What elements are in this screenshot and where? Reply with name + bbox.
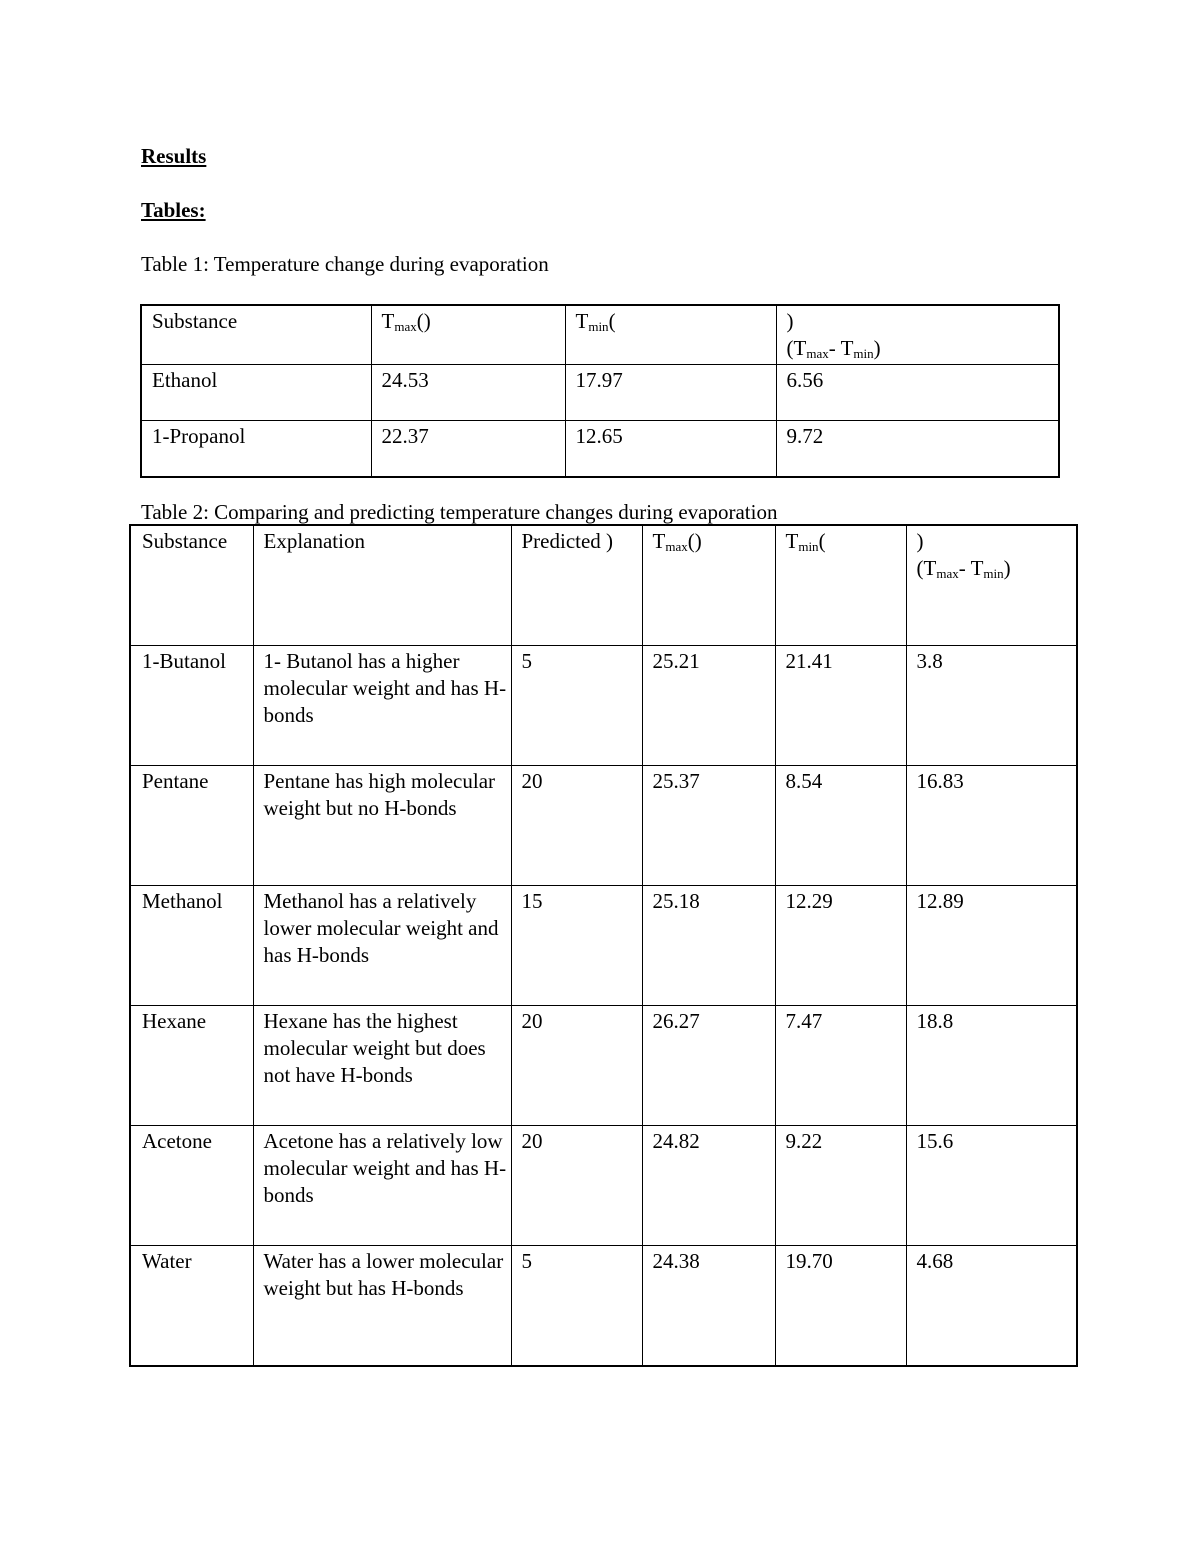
table2-cell-substance: Methanol bbox=[130, 886, 253, 1006]
table2-cell-substance: Hexane bbox=[130, 1006, 253, 1126]
table2-cell-tmax: 24.38 bbox=[642, 1246, 775, 1367]
table2-cell-tmin: 8.54 bbox=[775, 766, 906, 886]
table1-cell-tmax: 24.53 bbox=[371, 365, 565, 421]
table-row bbox=[141, 365, 1059, 421]
table2-cell-explanation: Pentane has high molecular weight but no H-bonds bbox=[253, 766, 511, 886]
table2-cell-tmax: 25.37 bbox=[642, 766, 775, 886]
table-row bbox=[130, 1126, 1077, 1246]
table2-header-row bbox=[130, 525, 1077, 646]
table2-cell-tmax: 25.18 bbox=[642, 886, 775, 1006]
table2-cell-tmin: 12.29 bbox=[775, 886, 906, 1006]
table2-cell-tmax: 25.21 bbox=[642, 646, 775, 766]
table2-cell-substance: 1-Butanol bbox=[130, 646, 253, 766]
table2-cell-tmin: 21.41 bbox=[775, 646, 906, 766]
table2-cell-predicted: 20 bbox=[511, 1006, 642, 1126]
table2-caption: Table 2: Comparing and predicting temperature changes during evaporation bbox=[141, 500, 778, 524]
table2-cell-substance: Acetone bbox=[130, 1126, 253, 1246]
table2 bbox=[129, 524, 1078, 1367]
table2-cell-explanation: Hexane has the highest molecular weight but does not have H-bonds bbox=[253, 1006, 511, 1126]
table2-cell-delta: 4.68 bbox=[906, 1246, 1077, 1367]
table1-header-tmin: $T_{min}$( bbox=[565, 305, 776, 365]
table-row bbox=[130, 1006, 1077, 1126]
table2-cell-explanation: Acetone has a relatively low molecular weight and has H-bonds bbox=[253, 1126, 511, 1246]
table2-cell-tmin: 9.22 bbox=[775, 1126, 906, 1246]
table2-cell-explanation: Methanol has a relatively lower molecular weight and has H-bonds bbox=[253, 886, 511, 1006]
table2-cell-predicted: 20 bbox=[511, 1126, 642, 1246]
table2-cell-substance: Water bbox=[130, 1246, 253, 1367]
table1-cell-substance: Ethanol bbox=[141, 365, 371, 421]
table2-cell-tmin: 7.47 bbox=[775, 1006, 906, 1126]
table2-header-delta: ) ($T_{max}-$ $T_{min}$) bbox=[906, 525, 1077, 646]
table1-cell-tmin: 17.97 bbox=[565, 365, 776, 421]
subsection-title: Tables: bbox=[141, 198, 206, 222]
table2-cell-delta: 18.8 bbox=[906, 1006, 1077, 1126]
table1 bbox=[140, 304, 1060, 478]
table2-header-tmax: $T_{max}()$ bbox=[642, 525, 775, 646]
table2-cell-delta: 12.89 bbox=[906, 886, 1077, 1006]
section-title: Results bbox=[141, 144, 207, 168]
table2-cell-predicted: 15 bbox=[511, 886, 642, 1006]
table2-header-predicted: Predicted ) bbox=[511, 525, 642, 646]
table1-header-substance: Substance bbox=[141, 305, 371, 365]
table2-cell-explanation: Water has a lower molecular weight but has H-bonds bbox=[253, 1246, 511, 1367]
table2-cell-explanation: 1- Butanol has a higher molecular weight and has H-bonds bbox=[253, 646, 511, 766]
table1-header-delta: ) ($T_{max}-$ $T_{min}$) bbox=[776, 305, 1059, 365]
table2-cell-substance: Pentane bbox=[130, 766, 253, 886]
table2-header-substance: Substance bbox=[130, 525, 253, 646]
table-row bbox=[130, 766, 1077, 886]
table2-cell-delta: 16.83 bbox=[906, 766, 1077, 886]
table2-cell-tmax: 26.27 bbox=[642, 1006, 775, 1126]
table1-cell-delta: 6.56 bbox=[776, 365, 1059, 421]
table1-cell-substance: 1-Propanol bbox=[141, 421, 371, 478]
table2-cell-tmax: 24.82 bbox=[642, 1126, 775, 1246]
table2-cell-tmin: 19.70 bbox=[775, 1246, 906, 1367]
table1-header-row bbox=[141, 305, 1059, 365]
table2-cell-delta: 3.8 bbox=[906, 646, 1077, 766]
table1-caption: Table 1: Temperature change during evaporation bbox=[141, 252, 549, 276]
table1-cell-tmax: 22.37 bbox=[371, 421, 565, 478]
table2-header-tmin: $T_{min}$( bbox=[775, 525, 906, 646]
table1-cell-tmin: 12.65 bbox=[565, 421, 776, 478]
table-row bbox=[130, 646, 1077, 766]
table1-header-tmax: $T_{max}()$ bbox=[371, 305, 565, 365]
table2-cell-predicted: 20 bbox=[511, 766, 642, 886]
table1-cell-delta: 9.72 bbox=[776, 421, 1059, 478]
table2-cell-predicted: 5 bbox=[511, 646, 642, 766]
table2-cell-delta: 15.6 bbox=[906, 1126, 1077, 1246]
table-row bbox=[130, 886, 1077, 1006]
table2-header-explanation: Explanation bbox=[253, 525, 511, 646]
table2-cell-predicted: 5 bbox=[511, 1246, 642, 1367]
table-row bbox=[141, 421, 1059, 478]
table-row bbox=[130, 1246, 1077, 1367]
